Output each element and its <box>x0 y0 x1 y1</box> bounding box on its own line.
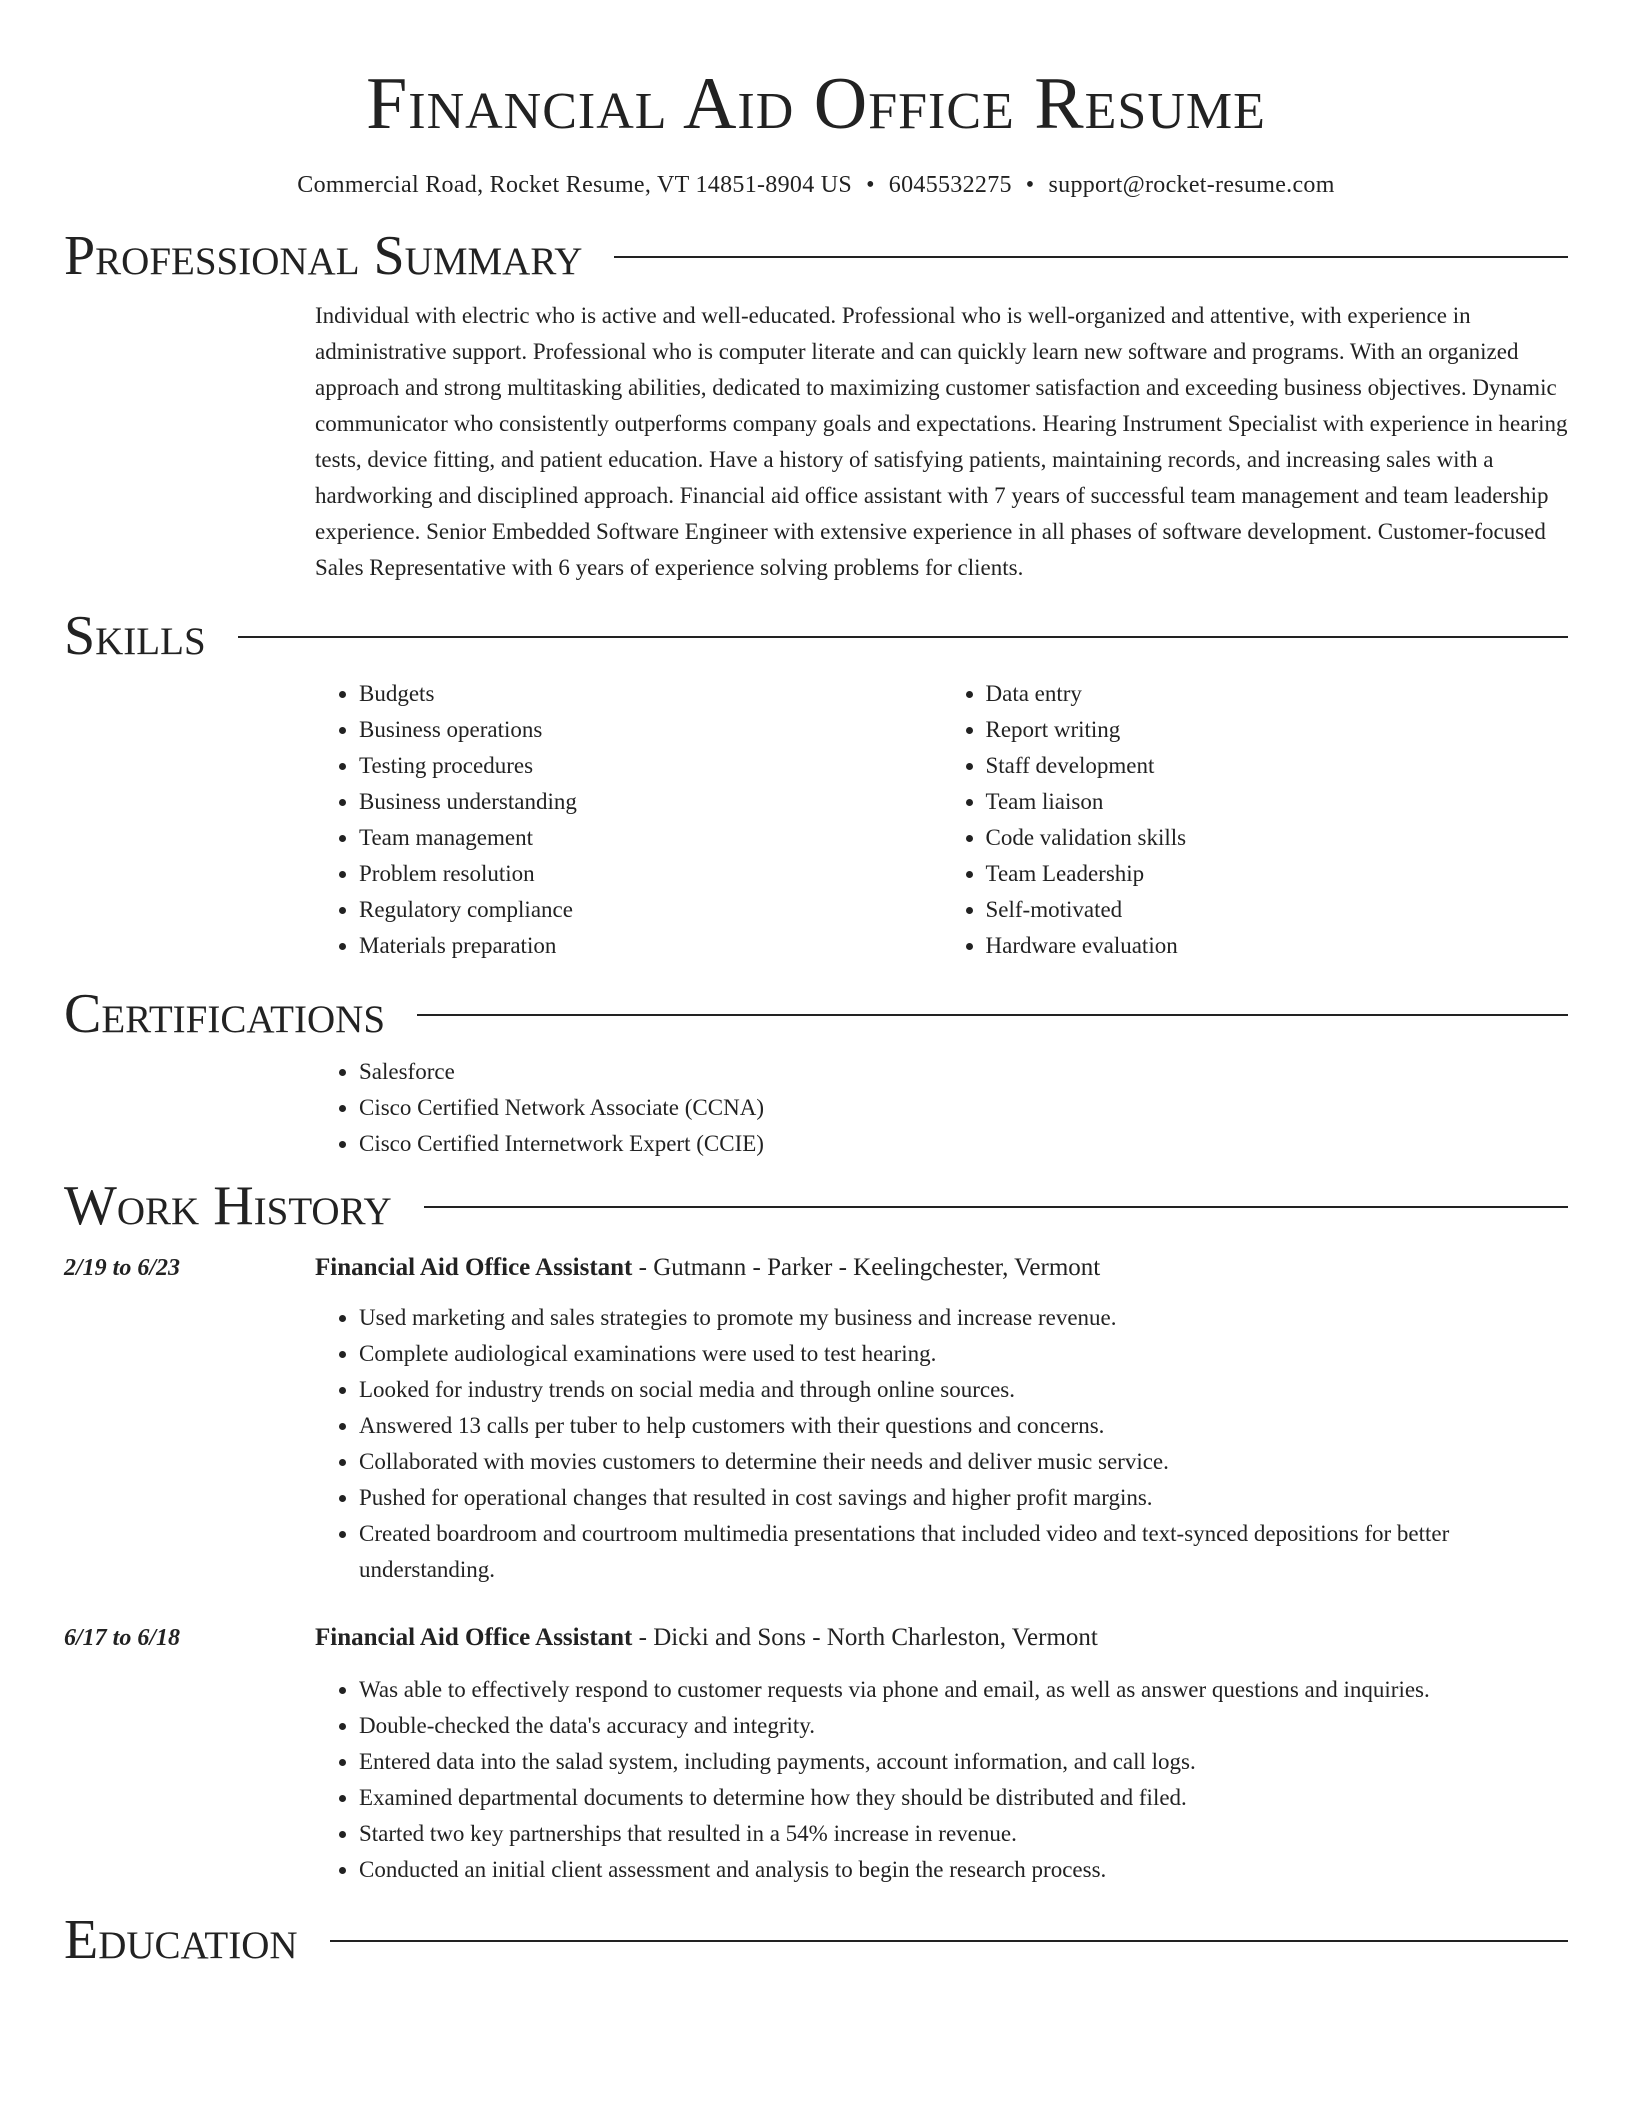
contact-line <box>64 170 1568 200</box>
job-duties <box>315 1672 1568 1888</box>
job-bullet: • Complete audiological examinations were used to test hearing. <box>359 1336 1568 1372</box>
certifications-section-header <box>64 982 1568 1046</box>
job-heading <box>315 1620 1098 1656</box>
skills-list-left <box>315 676 942 964</box>
job-bullet: • Collaborated with movies customers to determine their needs and deliver music service. <box>359 1444 1568 1480</box>
summary-body <box>315 298 1568 586</box>
resume-page <box>64 0 1568 1972</box>
skill-item: • Data entry <box>986 676 1569 712</box>
job-bullet: • Pushed for operational changes that resulted in cost savings and higher profit margins. <box>359 1480 1568 1516</box>
job-header-row <box>64 1620 1568 1656</box>
skill-item: • Hardware evaluation <box>986 928 1569 964</box>
skill-item: • Self-motivated <box>986 892 1569 928</box>
skill-item: • Staff development <box>986 748 1569 784</box>
skills-grid <box>315 676 1568 964</box>
skills-heading: Skills <box>64 605 206 667</box>
job-company: - Gutmann - Parker - Keelingchester, Vermont <box>632 1254 1101 1281</box>
skill-item: • Regulatory compliance <box>359 892 942 928</box>
summary-section-header <box>64 224 1568 288</box>
certification-item: • Salesforce <box>359 1054 1568 1090</box>
section-divider <box>330 1940 1568 1942</box>
job-bullet: • Conducted an initial client assessment and analysis to begin the research process. <box>359 1852 1568 1888</box>
job-dates: 2/19 to 6/23 <box>64 1255 181 1281</box>
job-bullet: • Looked for industry trends on social media and through online sources. <box>359 1372 1568 1408</box>
certifications-heading: Certifications <box>64 983 386 1045</box>
job-title: Financial Aid Office Assistant <box>315 1254 633 1281</box>
education-section-header <box>64 1908 1568 1972</box>
job-dates: 6/17 to 6/18 <box>64 1625 181 1651</box>
job-entry <box>64 1250 1568 1588</box>
certification-item: • Cisco Certified Internetwork Expert (CCIE) <box>359 1126 1568 1162</box>
resume-title: Financial Aid Office Resume <box>366 63 1266 145</box>
skill-item: • Budgets <box>359 676 942 712</box>
job-duties <box>315 1300 1568 1588</box>
job-bullet: • Started two key partnerships that resulted in a 54% increase in revenue. <box>359 1816 1568 1852</box>
contact-email[interactable]: support@rocket-resume.com <box>1048 172 1335 198</box>
job-bullet: • Used marketing and sales strategies to promote my business and increase revenue. <box>359 1300 1568 1336</box>
work-heading: Work History <box>64 1175 392 1237</box>
job-heading <box>315 1250 1100 1286</box>
certifications-body <box>315 1054 1568 1162</box>
skill-item: • Team liaison <box>986 784 1569 820</box>
skill-item: • Team Leadership <box>986 856 1569 892</box>
skill-item: • Business operations <box>359 712 942 748</box>
education-heading: Education <box>64 1909 298 1971</box>
certification-item: • Cisco Certified Network Associate (CCNA) <box>359 1090 1568 1126</box>
job-bullet: • Examined departmental documents to determine how they should be distributed and filed. <box>359 1780 1568 1816</box>
job-header-row <box>64 1250 1568 1286</box>
contact-address: Commercial Road, Rocket Resume, VT 14851-8904 US <box>297 172 853 198</box>
summary-heading: Professional Summary <box>64 225 583 287</box>
skill-item: • Materials preparation <box>359 928 942 964</box>
skill-item: • Team management <box>359 820 942 856</box>
job-bullet: • Was able to effectively respond to customer requests via phone and email, as well as answer questions and inquiries. <box>359 1672 1568 1708</box>
skill-item: • Code validation skills <box>986 820 1569 856</box>
skill-item: • Report writing <box>986 712 1569 748</box>
contact-separator: • <box>1025 172 1035 198</box>
job-bullet-list <box>315 1672 1568 1888</box>
job-bullet-list <box>315 1300 1568 1588</box>
job-bullet: • Double-checked the data's accuracy and integrity. <box>359 1708 1568 1744</box>
skill-item: • Business understanding <box>359 784 942 820</box>
job-title: Financial Aid Office Assistant <box>315 1624 633 1651</box>
summary-text: Individual with electric who is active and well-educated. Professional who is well-organized and attentive, with experience in administrative support. Professional who is computer literate and can quickly learn new software and programs. With an organized approach and strong multitasking abilities, dedicated to maximizing customer satisfaction and exceeding business objectives. Dynamic communicator who consistently outperforms company goals and expectations. Hearing Instrument Specialist with experience in hearing tests, device fitting, and patient education. Have a history of satisfying patients, maintaining records, and increasing sales with a hardworking and disciplined approach. Financial aid office assistant with 7 years of successful team management and team leadership experience. Senior Embedded Software Engineer with extensive experience in all phases of software development. Customer-focused Sales Representative with 6 years of experience solving problems for clients. <box>315 303 1568 580</box>
section-divider <box>417 1014 1568 1016</box>
certifications-list <box>315 1054 1568 1162</box>
contact-phone: 6045532275 <box>888 172 1012 198</box>
skills-section-header <box>64 604 1568 668</box>
contact-separator: • <box>866 172 875 198</box>
skill-item: • Problem resolution <box>359 856 942 892</box>
job-company: - Dicki and Sons - North Charleston, Vermont <box>632 1624 1098 1651</box>
job-bullet: • Answered 13 calls per tuber to help customers with their questions and concerns. <box>359 1408 1568 1444</box>
job-bullet: • Created boardroom and courtroom multimedia presentations that included video and text-synced depositions for better understanding. <box>359 1516 1568 1588</box>
skill-item: • Testing procedures <box>359 748 942 784</box>
job-entry <box>64 1620 1568 1888</box>
work-section-header <box>64 1174 1568 1238</box>
section-divider <box>238 636 1568 638</box>
section-divider <box>614 256 1568 258</box>
skills-list-right <box>942 676 1569 964</box>
job-bullet: • Entered data into the salad system, including payments, account information, and call logs. <box>359 1744 1568 1780</box>
section-divider <box>424 1206 1568 1208</box>
